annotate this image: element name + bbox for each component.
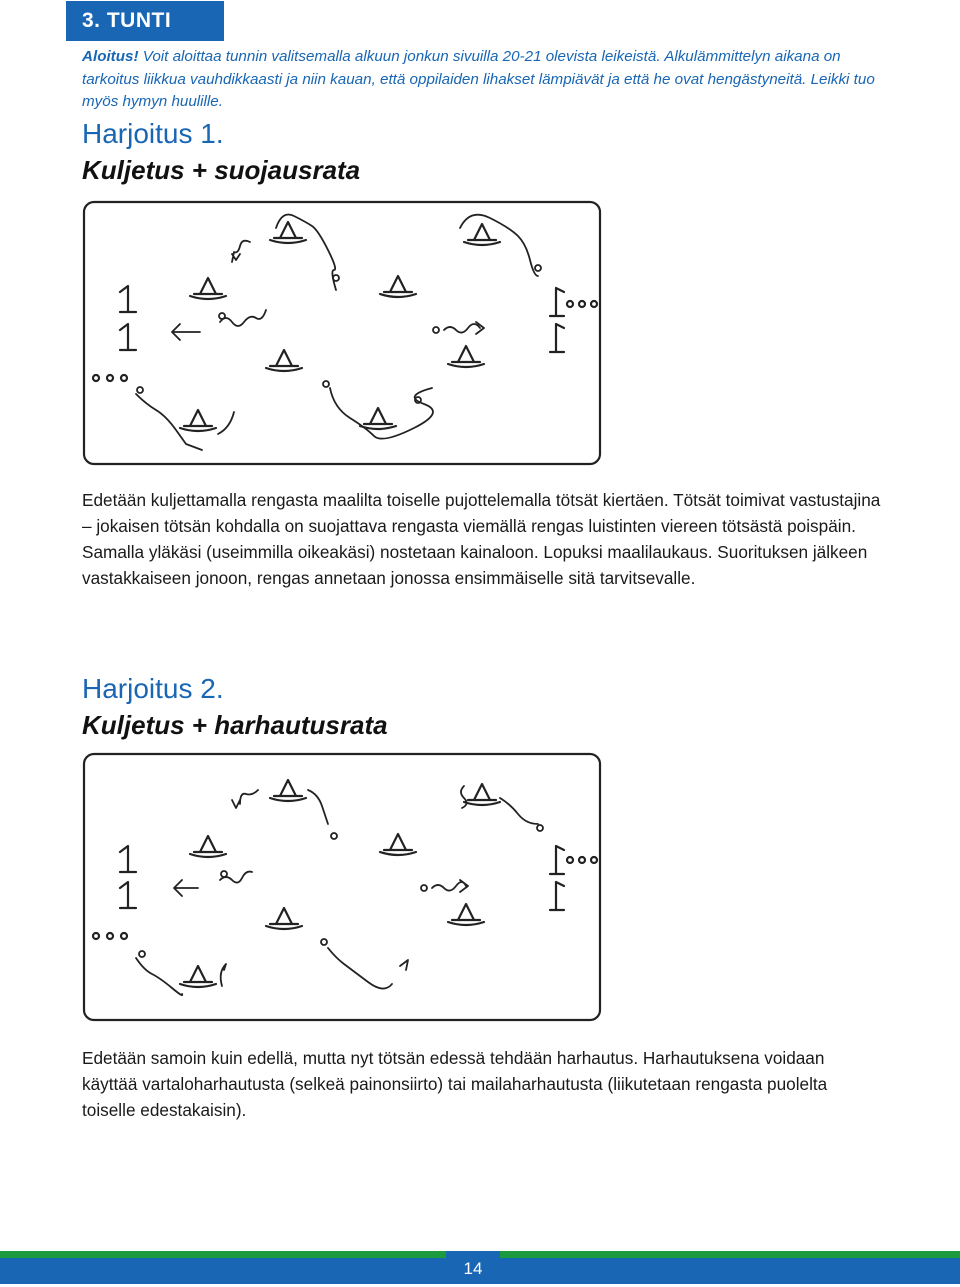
exercise-2-title: Harjoitus 2.: [82, 673, 224, 704]
left-goal-markers: [120, 846, 136, 908]
intro-paragraph: [82, 46, 882, 114]
exercise-1-subtitle: Kuljetus + suojausrata: [82, 155, 361, 185]
page-number: 14: [446, 1251, 500, 1284]
right-queue-rings: [567, 857, 597, 863]
chapter-banner: 3. TUNTI: [66, 1, 224, 41]
right-goal-markers: [550, 846, 564, 910]
intro-text: Voit aloittaa tunnin valitsemalla alkuun jonkun sivuilla 20-21 olevista leikeistä. Alkulämmittelyn aikana on tarkoitus liikkua vauhdikkaasti ja niin kauan, että oppilaiden lihakset lämpiävät ja että he ovat hengästyneitä. Leikki tuo myös hymyn huulille.: [82, 48, 875, 110]
cone-markers: [180, 780, 500, 987]
exercise-2-description: Edetään samoin kuin edellä, mutta nyt tötsän edessä tehdään harhautus. Harhautuksena voidaan käyttää vartaloharhautusta (selkeä painonsiirto) tai mailaharhautusta (liikutetaan rengasta puolelta toiselle edestakaisin).: [82, 1048, 828, 1120]
skating-paths: [136, 786, 543, 995]
right-goal-markers: [550, 288, 564, 352]
exercise-1-description: Edetään kuljettamalla rengasta maalilta toiselle pujottelemalla tötsät kiertäen. Tötsät toimivat vastustajina – jokaisen tötsän kohdalla on suojattava rengasta viemällä rengas luistinten viereen tötsästä poispäin. Samalla yläkäsi (useimmilla oikeakäsi) nostetaan kainaloon. Lopuksi maalilaukaus. Suorituksen jälkeen vastakkaiseen jonoon, rengas annetaan jonossa ensimmäiselle sitä tarvitsevalle.: [82, 490, 881, 588]
exercise-2-subtitle: Kuljetus + harhautusrata: [82, 710, 388, 740]
left-queue-rings: [93, 933, 127, 939]
exercise-1-title: Harjoitus 1.: [82, 118, 224, 149]
exercise-1-diagram: [80, 198, 604, 468]
intro-lead: Aloitus!: [82, 48, 139, 65]
left-goal-markers: [120, 286, 136, 350]
exercise-2-diagram: [80, 750, 604, 1025]
left-queue-rings: [93, 375, 127, 381]
right-queue-rings: [567, 301, 597, 307]
